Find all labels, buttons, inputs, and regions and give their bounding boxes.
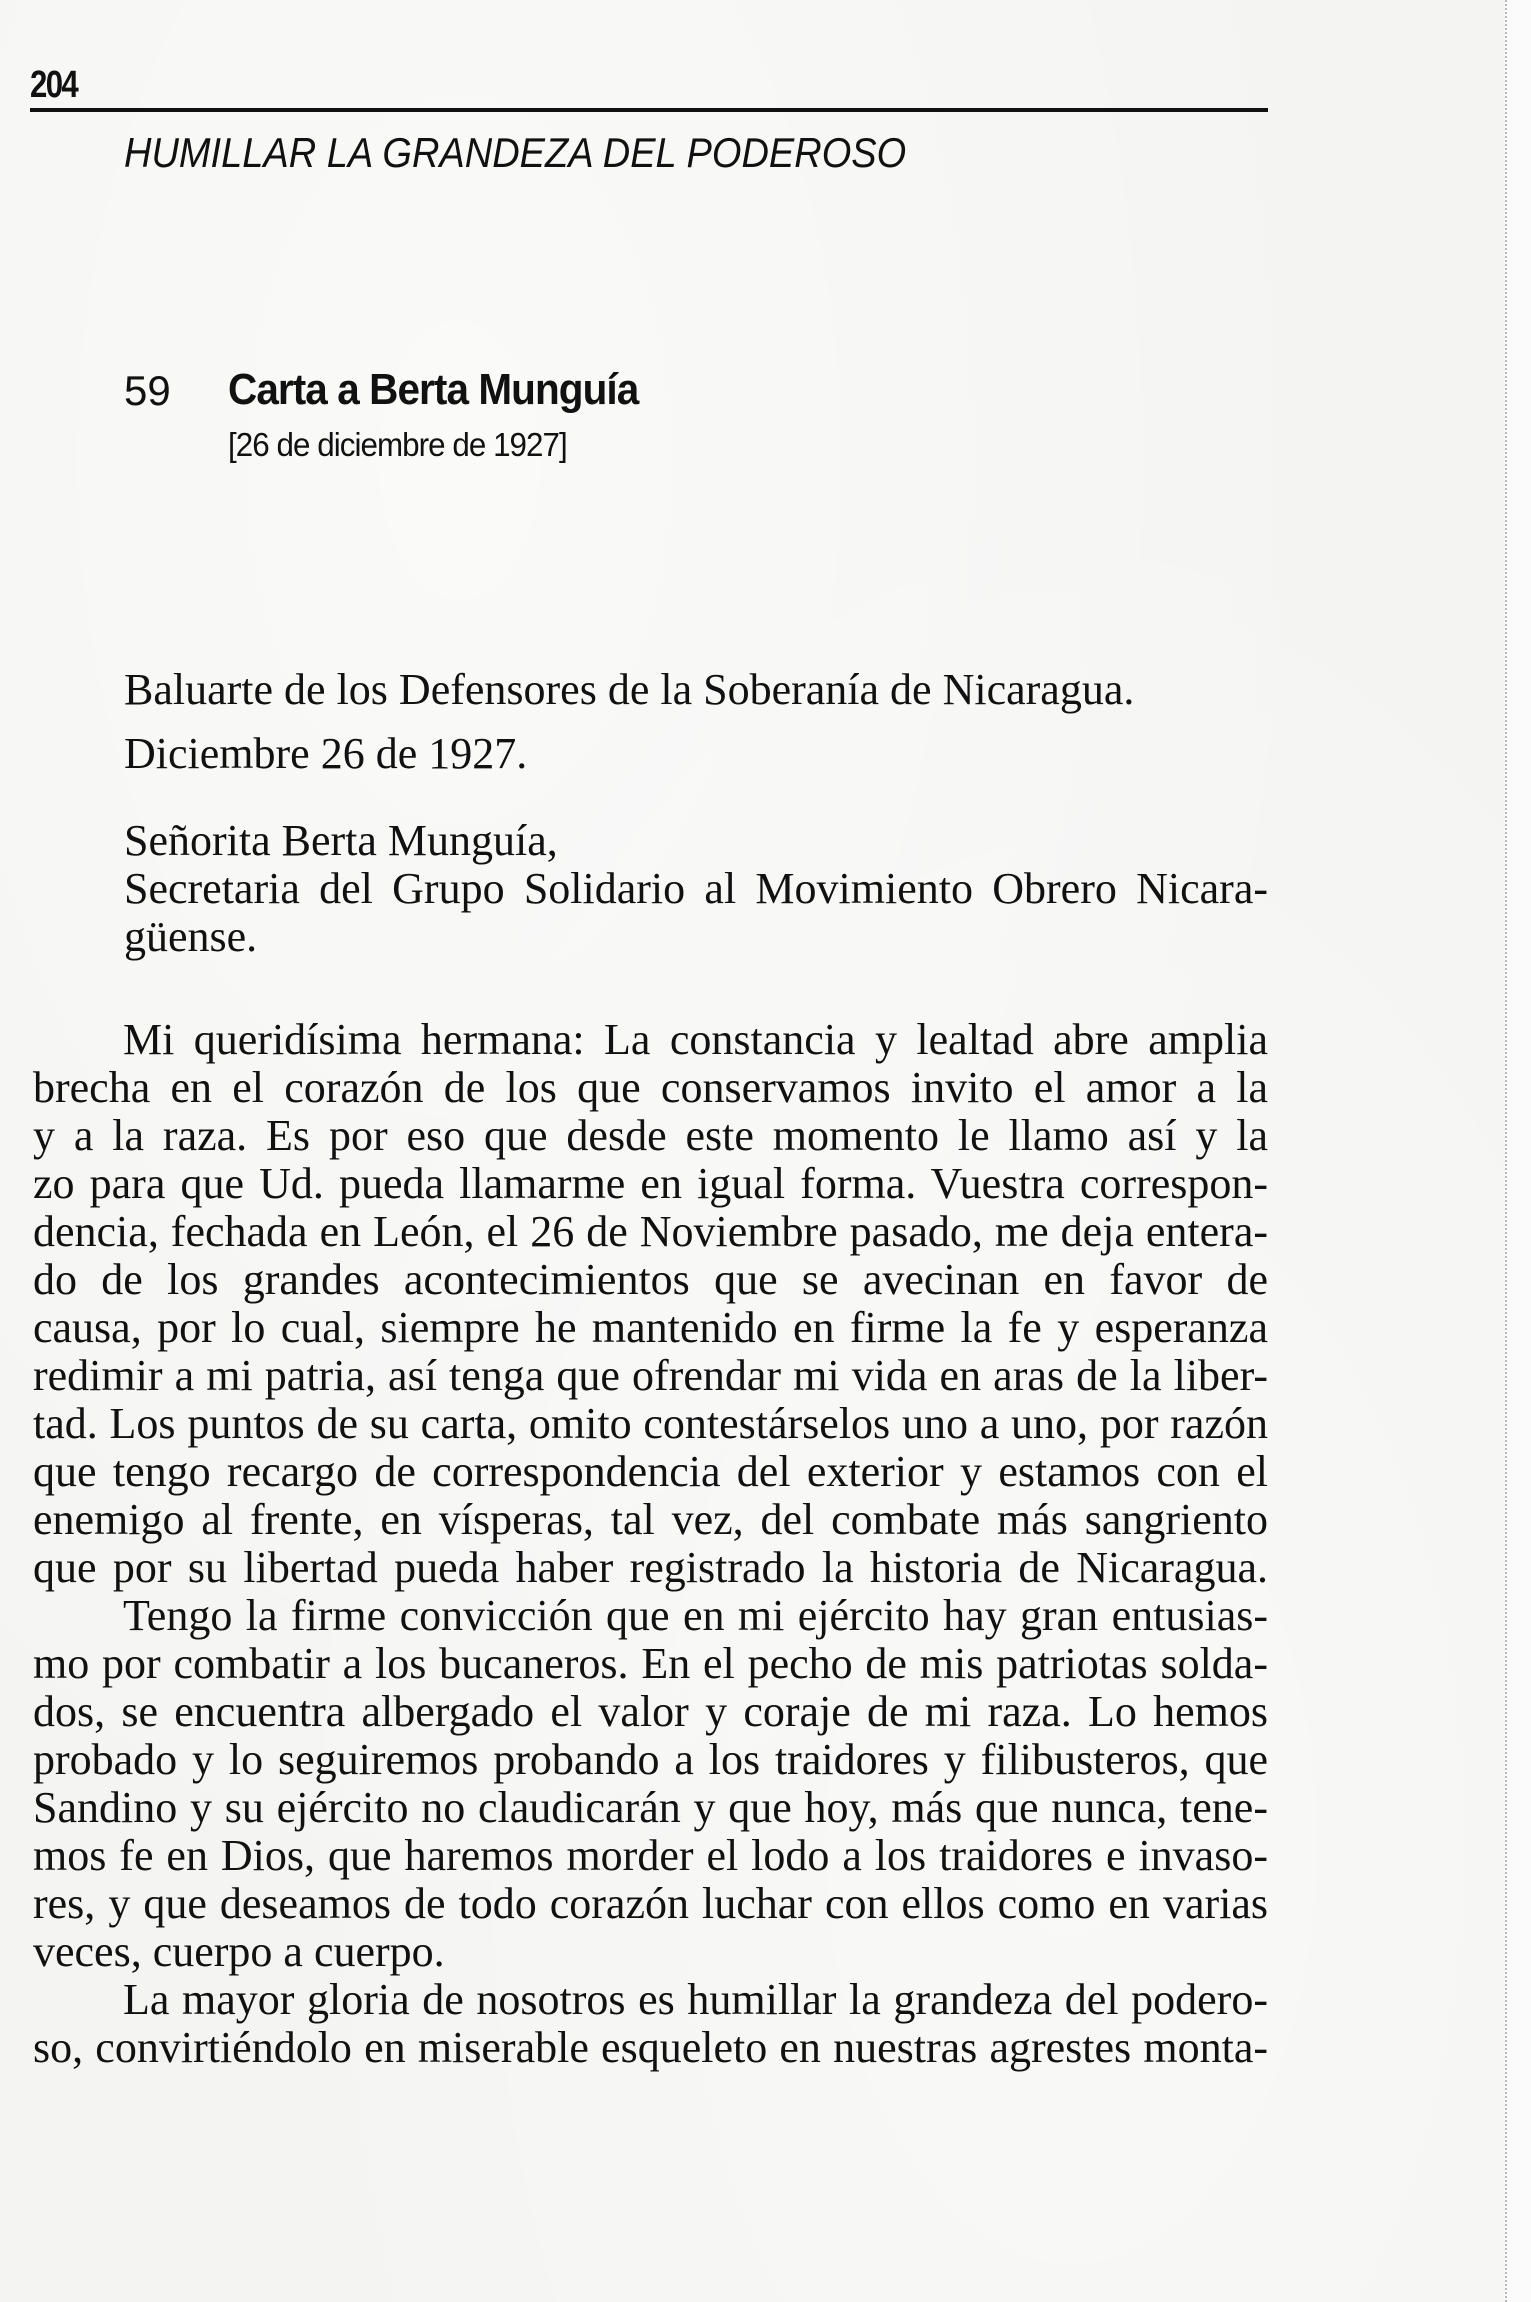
body-line: res, y que deseamos de todo corazón luchar con ellos como en varias — [33, 1880, 1268, 1928]
body-line: mo por combatir a los bucaneros. En el pecho de mis patriotas solda- — [33, 1640, 1268, 1688]
body-line: y a la raza. Es por eso que desde este momento le llamo así y la — [33, 1112, 1268, 1160]
body-line: que por su libertad pueda haber registrado la historia de Nicaragua. — [33, 1544, 1268, 1592]
body-line: Tengo la firme convicción que en mi ejército hay gran entusias- — [123, 1592, 1268, 1640]
body-line: so, convirtiéndolo en miserable esqueleto en nuestras agrestes monta- — [33, 2024, 1268, 2072]
document-title: Carta a Berta Munguía — [228, 365, 639, 414]
perforated-page-edge — [1505, 0, 1531, 2302]
body-line: que tengo recargo de correspondencia del exterior y estamos con el — [33, 1448, 1268, 1496]
body-line: tad. Los puntos de su carta, omito contestárselos uno a uno, por razón — [33, 1400, 1268, 1448]
letter-place: Baluarte de los Defensores de la Soberanía de Nicaragua. — [124, 665, 1135, 714]
body-line: veces, cuerpo a cuerpo. — [33, 1927, 445, 1976]
body-line: mos fe en Dios, que haremos morder el lodo a los traidores e invaso- — [33, 1832, 1268, 1880]
recipient-line: güense. — [124, 912, 258, 961]
document-date: [26 de diciembre de 1927] — [228, 426, 567, 463]
recipient-line: Secretaria del Grupo Solidario al Movimiento Obrero Nicara- — [124, 864, 1268, 913]
body-line: Mi queridísima hermana: La constancia y lealtad abre amplia — [123, 1016, 1268, 1064]
body-line: enemigo al frente, en vísperas, tal vez, del combate más sangriento — [33, 1496, 1268, 1544]
body-line: brecha en el corazón de los que conservamos invito el amor a la — [33, 1064, 1268, 1112]
body-line: causa, por lo cual, siempre he mantenido en firme la fe y esperanza — [33, 1304, 1268, 1352]
recipient-line: Señorita Berta Munguía, — [124, 816, 558, 865]
body-line: dencia, fechada en León, el 26 de Noviembre pasado, me deja entera- — [33, 1208, 1268, 1256]
body-line: La mayor gloria de nosotros es humillar la grandeza del podero- — [123, 1976, 1268, 2024]
body-line: dos, se encuentra albergado el valor y coraje de mi raza. Lo hemos — [33, 1688, 1268, 1736]
body-line: Sandino y su ejército no claudicarán y que hoy, más que nunca, tene- — [33, 1784, 1268, 1832]
body-line: zo para que Ud. pueda llamarme en igual forma. Vuestra correspon- — [33, 1160, 1268, 1208]
document-number: 59 — [124, 367, 171, 414]
letter-dateline: Diciembre 26 de 1927. — [124, 729, 528, 778]
body-line: do de los grandes acontecimientos que se avecinan en favor de — [33, 1256, 1268, 1304]
body-line: redimir a mi patria, así tenga que ofrendar mi vida en aras de la liber- — [33, 1352, 1268, 1400]
body-line: probado y lo seguiremos probando a los traidores y filibusteros, que — [33, 1736, 1268, 1784]
header-rule — [30, 108, 1268, 112]
running-head: HUMILLAR LA GRANDEZA DEL PODEROSO — [124, 129, 907, 176]
page-number: 204 — [30, 64, 78, 106]
